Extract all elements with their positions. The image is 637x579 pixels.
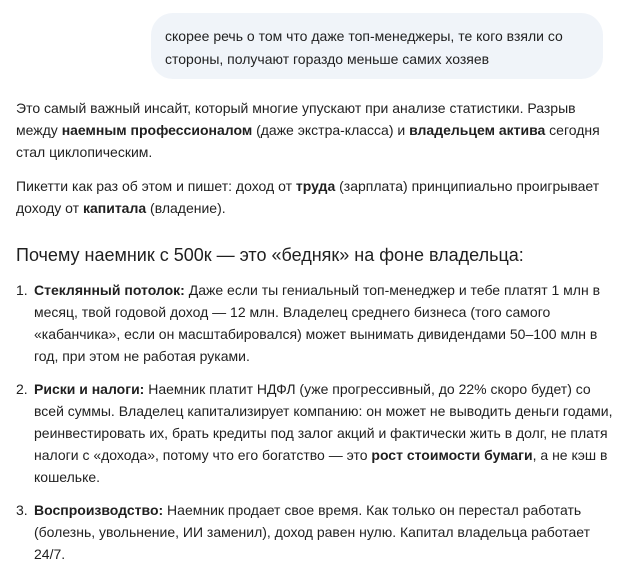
text-span: Даже если ты гениальный топ-менеджер и тебе платят 1 млн в месяц, твой годовой доход — 12 млн. Владелец среднего бизнеса (того самого «кабанчика», если он масштабировался) может вынимать дивидендами 50–100 млн в год, при этом не работая руками. <box>34 282 601 364</box>
response-paragraph-2 <box>16 175 616 219</box>
points-list <box>16 279 616 565</box>
text-span: (владение). <box>146 200 226 216</box>
text-span: Наемник платит НДФЛ (уже прогрессивный, до 22% скоро будет) со всей суммы. Владелец капитализирует компанию: он может не выводить деньги годами, реинвестировать их, брать кредиты под залог акций и фактически жить в долг, не платя налоги с «дохода», потому что его богатство — это <box>34 381 613 463</box>
response-paragraph-1 <box>16 97 616 163</box>
list-item-title: Стеклянный потолок: <box>34 282 185 298</box>
list-item-title: Риски и налоги: <box>34 381 145 397</box>
list-item <box>16 279 616 367</box>
bold-span: владельцем актива <box>409 122 546 138</box>
user-message-bubble <box>151 13 603 79</box>
list-item <box>16 499 616 565</box>
list-number: 2. <box>16 381 28 397</box>
bold-span: наемным профессионалом <box>61 122 253 138</box>
text-span: сегодня стал циклопическим. <box>16 122 600 160</box>
section-heading: Почему наемник с 500к — это «бедняк» на фоне владельца: <box>16 245 524 265</box>
assistant-response <box>16 97 616 576</box>
text-span: , а не кэш в кошельке. <box>34 447 608 485</box>
text-span: (зарплата) принципиально проигрывает доходу от <box>16 178 600 216</box>
bold-span: капитала <box>82 200 147 216</box>
bold-span: рост стоимости бумаги <box>371 447 533 463</box>
list-number: 1. <box>16 282 28 298</box>
list-item-title: Воспроизводство: <box>34 502 164 518</box>
text-span: (даже экстра-класса) и <box>252 122 410 138</box>
text-span: Пикетти как раз об этом и пишет: доход от <box>16 178 296 194</box>
list-number: 3. <box>16 502 28 518</box>
user-message-text: скорее речь о том что даже топ-менеджеры, те кого взяли со стороны, получают гораздо меньше самих хозяев <box>165 28 563 67</box>
text-span: Наемник продает свое время. Как только он перестал работать (болезнь, увольнение, ИИ заменил), доход равен нулю. Капитал владельца работает 24/7. <box>34 502 590 562</box>
text-span: Это самый важный инсайт, который многие упускают при анализе статистики. Разрыв между <box>16 100 576 138</box>
list-item <box>16 378 616 488</box>
bold-span: труда <box>295 178 336 194</box>
